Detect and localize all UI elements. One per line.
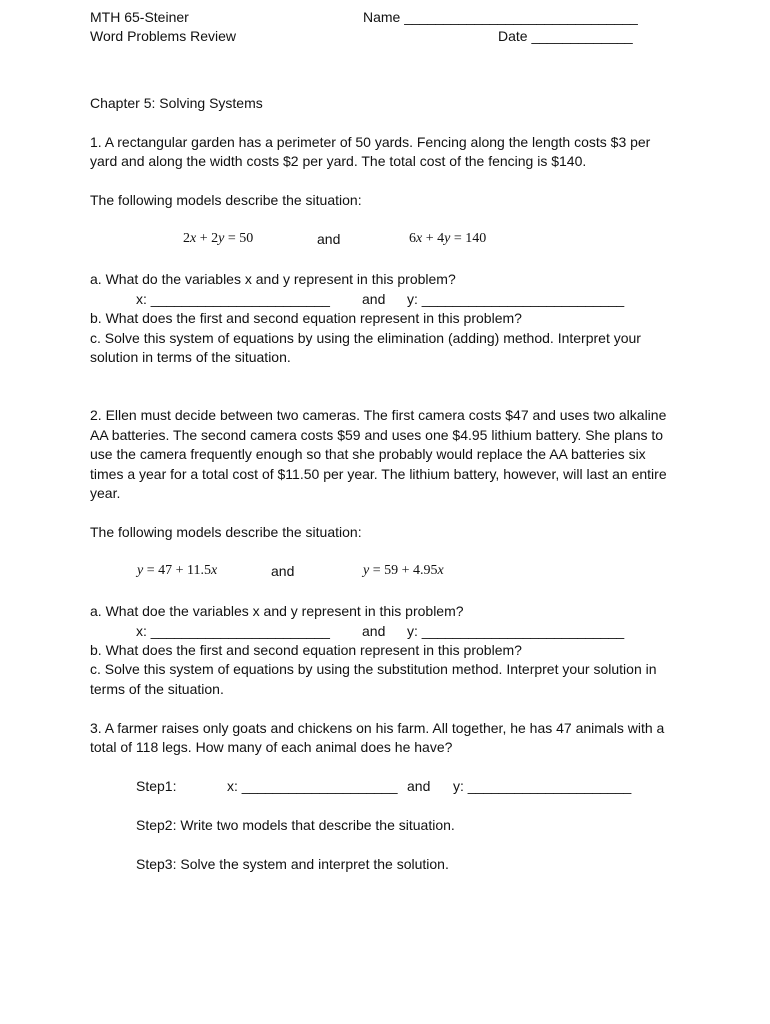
problem2-question-c-line1: c. Solve this system of equations by using the substitution method. Interpret your solution in [90, 661, 657, 677]
problem1-question-c-line2: solution in terms of the situation. [90, 349, 291, 365]
problem2-y-blank: y: __________________________ [407, 623, 625, 639]
problem2-text-line4: times a year for a total cost of $11.50 per year. The lithium battery, however, will last an entire [90, 466, 667, 482]
problem2-question-c-line2: terms of the situation. [90, 681, 224, 697]
worksheet-subtitle: Word Problems Review [90, 28, 237, 44]
chapter-title: Chapter 5: Solving Systems [90, 95, 263, 111]
problem3-y-blank: y: _____________________ [453, 778, 632, 794]
problem2-equation2: y = 59 + 4.95x [363, 563, 444, 578]
course-title: MTH 65-Steiner [90, 9, 189, 25]
date-field-label: Date _____________ [498, 28, 633, 44]
problem1-text-line2: yard and along the width costs $2 per yard. The total cost of the fencing is $140. [90, 153, 587, 169]
problem3-x-blank: x: ____________________ [227, 778, 398, 794]
problem1-text-line1: 1. A rectangular garden has a perimeter of 50 yards. Fencing along the length costs $3 per [90, 134, 651, 150]
problem3-step2: Step2: Write two models that describe the situation. [136, 817, 455, 833]
problem3-text-line1: 3. A farmer raises only goats and chickens on his farm. All together, he has 47 animals with a [90, 720, 665, 736]
problem2-models-intro: The following models describe the situation: [90, 524, 362, 540]
problem3-step1-label: Step1: [136, 778, 177, 794]
problem2-equation1: y = 47 + 11.5x [137, 563, 218, 578]
problem1-question-c-line1: c. Solve this system of equations by using the elimination (adding) method. Interpret your [90, 330, 641, 346]
problem1-question-b: b. What does the first and second equation represent in this problem? [90, 310, 522, 326]
problem1-equation1: 2x + 2y = 50 [183, 231, 254, 246]
problem2-text-line2: AA batteries. The second camera costs $59 and uses one $4.95 lithium battery. She plans to [90, 427, 664, 443]
problem3-and-blank: and [407, 778, 431, 794]
problem1-y-blank: y: __________________________ [407, 291, 625, 307]
problem2-question-b: b. What does the first and second equation represent in this problem? [90, 642, 522, 658]
problem1-question-a: a. What do the variables x and y represent in this problem? [90, 271, 456, 287]
problem3-text-line2: total of 118 legs. How many of each animal does he have? [90, 739, 453, 755]
problem1-models-intro: The following models describe the situation: [90, 192, 362, 208]
problem2-and: and [271, 563, 295, 579]
problem2-text-line1: 2. Ellen must decide between two cameras. The first camera costs $47 and uses two alkaline [90, 407, 667, 423]
problem2-text-line3: use the camera frequently enough so that she probably would replace the AA batteries six [90, 446, 646, 462]
problem1-and-blank: and [362, 291, 386, 307]
problem2-question-a: a. What doe the variables x and y represent in this problem? [90, 603, 464, 619]
problem2-text-line5: year. [90, 485, 121, 501]
problem2-x-blank: x: _______________________ [136, 623, 330, 639]
problem2-and-blank: and [362, 623, 386, 639]
name-field-label: Name ______________________________ [363, 9, 638, 25]
problem1-equation2: 6x + 4y = 140 [409, 231, 487, 246]
problem1-x-blank: x: _______________________ [136, 291, 330, 307]
problem3-step3: Step3: Solve the system and interpret the solution. [136, 856, 449, 872]
problem1-and: and [317, 231, 341, 247]
